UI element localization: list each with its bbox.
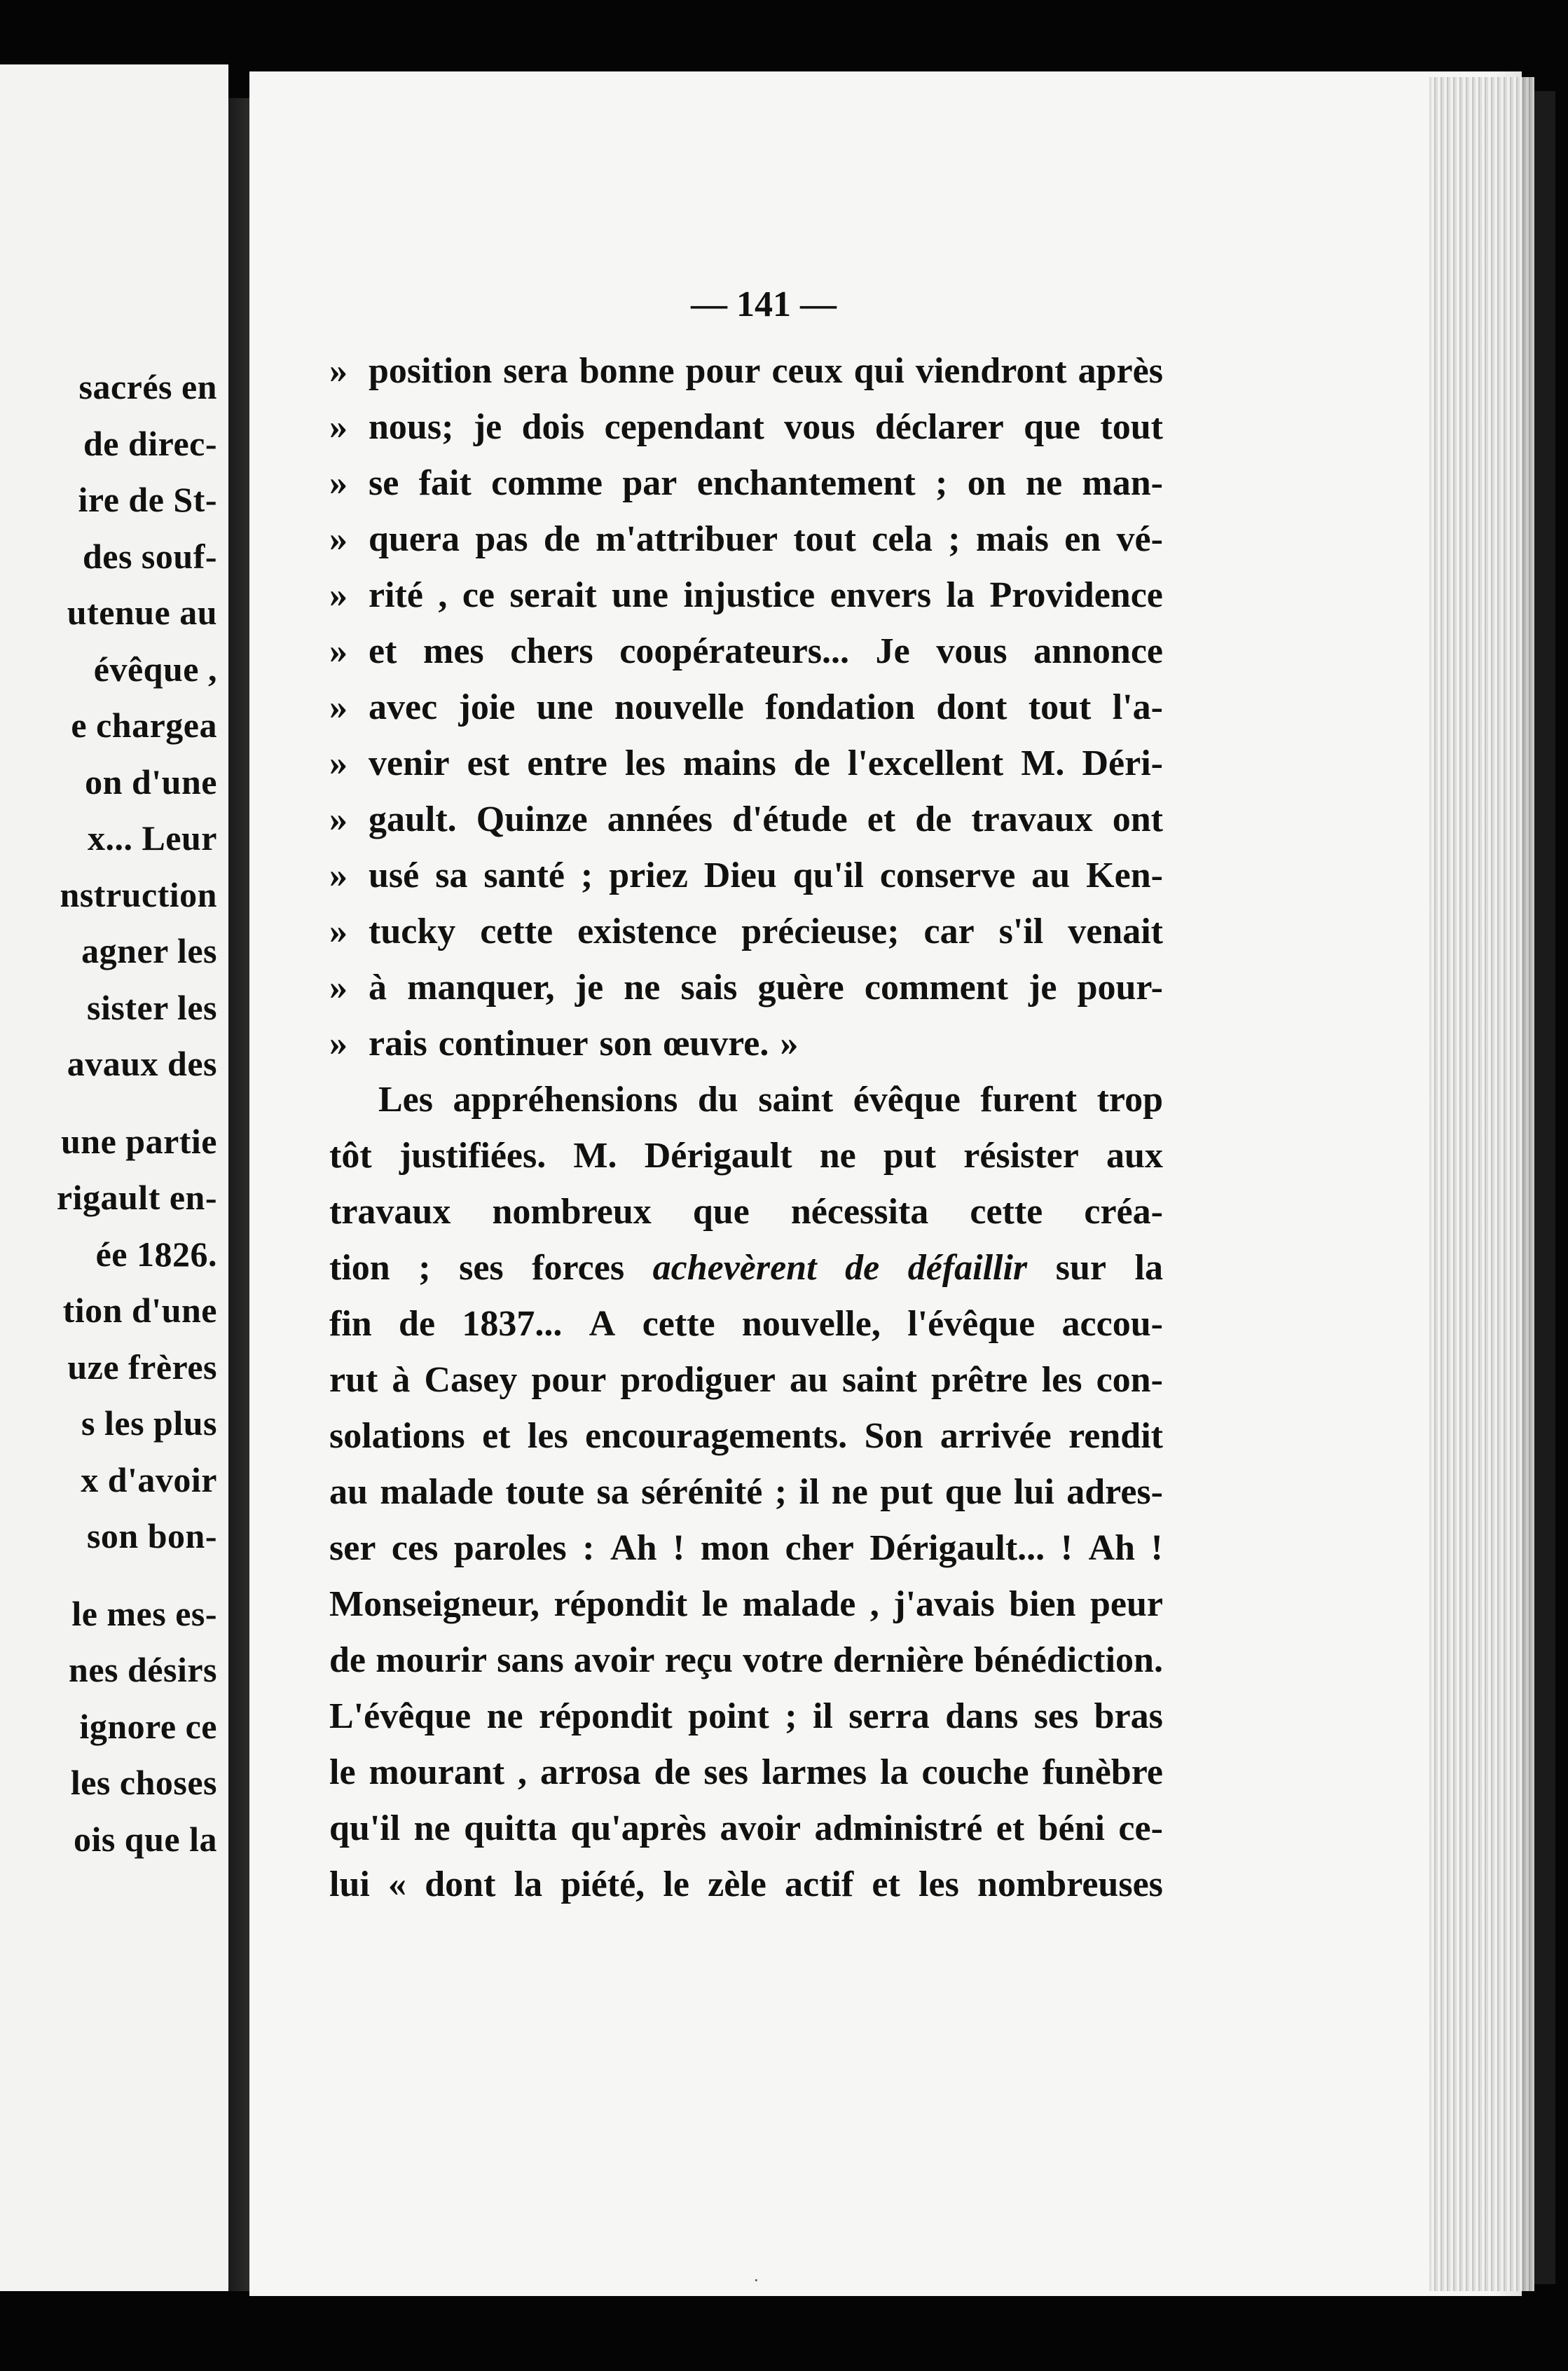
left-page-line: évêque , bbox=[93, 649, 217, 689]
line-text: lui « dont la piété, le zèle actif et les nombreuses bbox=[329, 1864, 1163, 1904]
line-text: rais continuer son œuvre. » bbox=[369, 1024, 799, 1064]
left-page-line: on d'une bbox=[85, 762, 217, 802]
left-page-line: sister les bbox=[87, 987, 217, 1027]
line-text: qu'il ne quitta qu'après avoir administré et béni ce- bbox=[329, 1808, 1163, 1848]
left-page-line: e chargea bbox=[71, 706, 217, 745]
line-text: ser ces paroles : Ah ! mon cher Dérigault... ! Ah ! bbox=[329, 1528, 1163, 1568]
text-line bbox=[329, 399, 1163, 455]
left-page-text bbox=[0, 359, 217, 1867]
line-text: le mourant , arrosa de ses larmes la couche funèbre bbox=[329, 1752, 1163, 1792]
text-line bbox=[329, 1352, 1163, 1408]
text-line bbox=[329, 1689, 1163, 1745]
quote-mark: » bbox=[329, 1024, 348, 1064]
page-number: — 141 — bbox=[691, 284, 837, 324]
body-text bbox=[329, 343, 1163, 1913]
quote-mark: » bbox=[329, 463, 348, 503]
text-line bbox=[329, 960, 1163, 1016]
speck-mark: · bbox=[753, 2270, 759, 2290]
text-line bbox=[329, 1520, 1163, 1576]
line-text: solations et les encouragements. Son arrivée rendit bbox=[329, 1416, 1163, 1456]
line-text: quera pas de m'attribuer tout cela ; mais en vé- bbox=[369, 519, 1163, 559]
text-line bbox=[329, 792, 1163, 848]
quote-mark: » bbox=[329, 631, 348, 671]
left-page-line: s les plus bbox=[81, 1403, 217, 1443]
left-page-line: tion d'une bbox=[62, 1291, 217, 1330]
left-page-line: avaux des bbox=[67, 1044, 217, 1083]
left-page-line: nes désirs bbox=[69, 1650, 217, 1689]
quote-mark: » bbox=[329, 968, 348, 1008]
left-page-line: agner les bbox=[81, 931, 217, 970]
line-text: position sera bonne pour ceux qui viendront après bbox=[369, 351, 1163, 391]
line-text: de mourir sans avoir reçu votre dernière bénédiction. bbox=[329, 1640, 1163, 1680]
text-line bbox=[329, 904, 1163, 960]
text-line bbox=[329, 848, 1163, 904]
left-page-line: nstruction bbox=[60, 874, 217, 914]
left-page-line: des souf- bbox=[82, 536, 217, 576]
left-page-line: utenue au bbox=[67, 593, 217, 632]
quote-mark: » bbox=[329, 575, 348, 615]
line-text: Monseigneur, répondit le malade , j'avais bien peur bbox=[329, 1584, 1163, 1624]
text-line bbox=[329, 1633, 1163, 1689]
quote-mark: » bbox=[329, 687, 348, 727]
left-page-line: x d'avoir bbox=[81, 1459, 217, 1499]
line-text: usé sa santé ; priez Dieu qu'il conserve au Ken- bbox=[369, 855, 1163, 895]
text-line bbox=[329, 1296, 1163, 1352]
text-line bbox=[329, 624, 1163, 680]
quote-mark: » bbox=[329, 743, 348, 783]
left-page-line: une partie bbox=[60, 1121, 217, 1161]
text-line bbox=[329, 1240, 1163, 1296]
line-text: Les appréhensions du saint évêque furent trop bbox=[378, 1080, 1163, 1120]
text-line bbox=[329, 736, 1163, 792]
line-text: tucky cette existence précieuse; car s'il venait bbox=[369, 912, 1163, 951]
quote-mark: » bbox=[329, 799, 348, 839]
line-text: rut à Casey pour prodiguer au saint prêtre les con- bbox=[329, 1360, 1163, 1400]
line-text: au malade toute sa sérénité ; il ne put que lui adres- bbox=[329, 1472, 1163, 1512]
left-page-line: son bon- bbox=[86, 1516, 217, 1555]
line-text: fin de 1837... A cette nouvelle, l'évêque accou- bbox=[329, 1304, 1163, 1344]
text-line bbox=[329, 343, 1163, 399]
text-line bbox=[329, 1745, 1163, 1801]
left-page-line: x... Leur bbox=[87, 818, 217, 858]
text-line bbox=[329, 1576, 1163, 1633]
line-text: se fait comme par enchantement ; on ne man- bbox=[369, 463, 1163, 503]
line-text: venir est entre les mains de l'excellent M. Déri- bbox=[369, 743, 1163, 783]
left-page-line: uze frères bbox=[67, 1347, 217, 1387]
left-page-line: de direc- bbox=[83, 423, 217, 463]
quote-mark: » bbox=[329, 855, 348, 895]
line-text: avec joie une nouvelle fondation dont tout l'a- bbox=[369, 687, 1163, 727]
text-line bbox=[329, 568, 1163, 624]
text-line bbox=[329, 1408, 1163, 1464]
text-line bbox=[329, 680, 1163, 736]
line-text: à manquer, je ne sais guère comment je pour- bbox=[369, 968, 1163, 1008]
text-line bbox=[329, 1016, 1163, 1072]
text-line bbox=[329, 511, 1163, 568]
quote-mark: » bbox=[329, 407, 348, 447]
text-line bbox=[329, 1857, 1163, 1913]
left-page-line: rigault en- bbox=[56, 1178, 217, 1217]
left-page-line bbox=[0, 1092, 217, 1113]
book-cover-edge bbox=[1534, 91, 1555, 2284]
line-text: rité , ce serait une injustice envers la Providence bbox=[369, 575, 1163, 615]
left-page bbox=[0, 64, 228, 2291]
book-gutter bbox=[228, 98, 249, 2291]
text-line bbox=[329, 1128, 1163, 1184]
line-text: et mes chers coopérateurs... Je vous annonce bbox=[369, 631, 1163, 671]
line-text: tôt justifiées. M. Dérigault ne put résister aux bbox=[329, 1136, 1163, 1176]
line-text: tion ; ses forces achevèrent de défaillir sur la bbox=[329, 1248, 1163, 1288]
left-page-line: les choses bbox=[70, 1763, 217, 1802]
left-page-line: le mes es- bbox=[71, 1593, 217, 1633]
left-page-line: ignore ce bbox=[79, 1706, 217, 1746]
quote-mark: » bbox=[329, 519, 348, 559]
line-text: L'évêque ne répondit point ; il serra dans ses bras bbox=[329, 1696, 1163, 1736]
left-page-line: ée 1826. bbox=[95, 1234, 217, 1274]
left-page-line bbox=[0, 1565, 217, 1586]
quote-mark: » bbox=[329, 351, 348, 391]
text-line bbox=[329, 1801, 1163, 1857]
left-page-line: ire de St- bbox=[78, 480, 217, 519]
page-edges bbox=[1429, 77, 1534, 2291]
left-page-line: ois que la bbox=[73, 1819, 217, 1859]
text-line bbox=[329, 1072, 1163, 1128]
quote-mark: » bbox=[329, 912, 348, 951]
left-page-line: sacrés en bbox=[78, 367, 217, 406]
line-text: gault. Quinze années d'étude et de travaux ont bbox=[369, 799, 1163, 839]
text-line bbox=[329, 455, 1163, 511]
text-line bbox=[329, 1464, 1163, 1520]
text-line bbox=[329, 1184, 1163, 1240]
line-text: nous; je dois cependant vous déclarer que tout bbox=[369, 407, 1163, 447]
line-text: travaux nombreux que nécessita cette créa- bbox=[329, 1192, 1163, 1232]
